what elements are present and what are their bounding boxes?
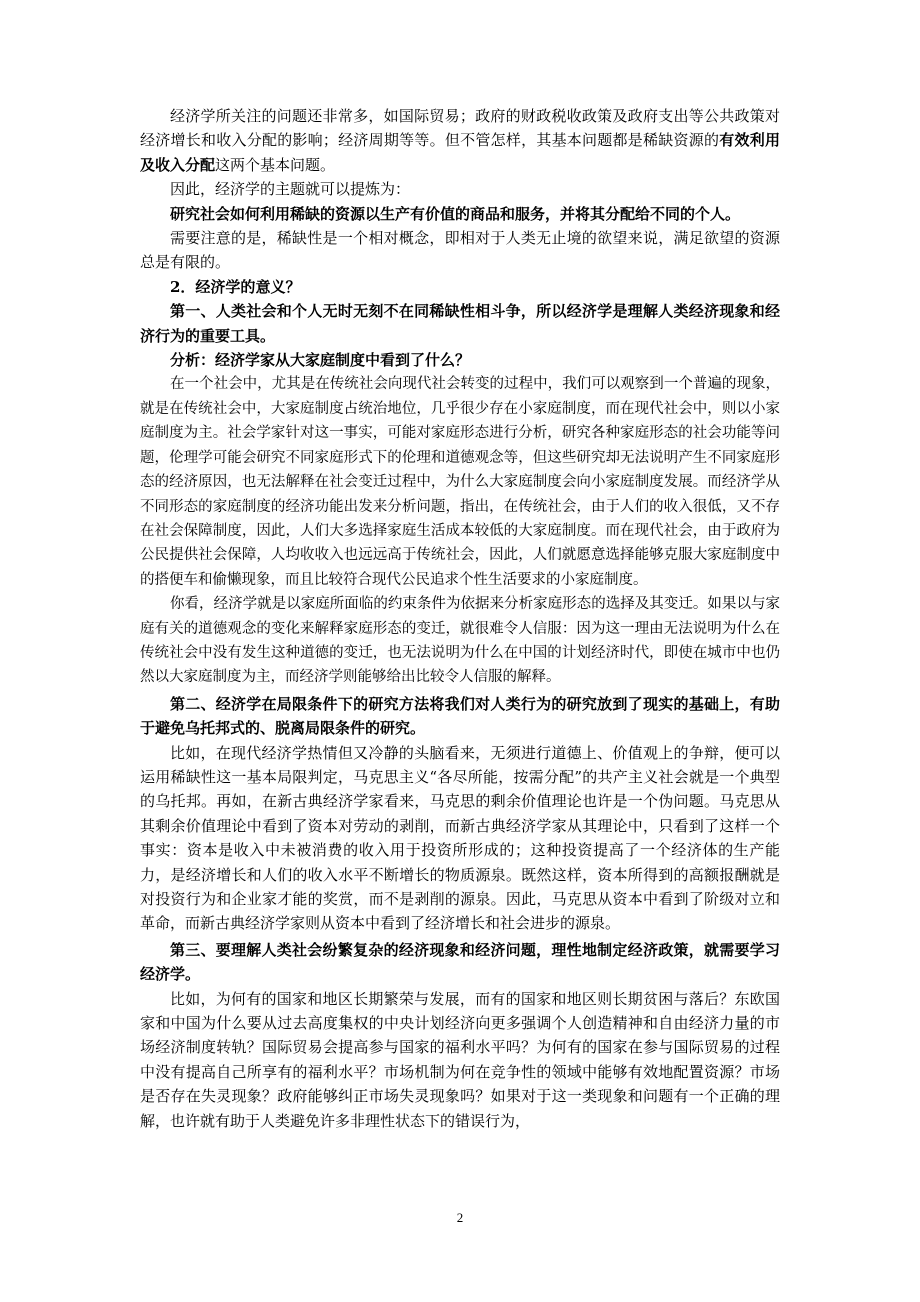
document-page — [140, 104, 780, 1133]
analysis-title: 分析：经济学家从大家庭制度中看到了什么？ — [170, 351, 471, 370]
paragraph-example-2: 比如，在现代经济学热情但又冷静的头脑看来，无须进行道德上、价值观上的争辩，便可以运用稀缺性这一基本局限判定，马克思主义“各尽所能，按需分配”的共产主义社会就是一个典型的乌托邦。再如，在新古典经济学家看来，马克思的剩余价值理论也许是一个伪问题。马克思从其剩余价值理论中看到了资本对劳动的剥削，而新古典经济学家从其理论中，只看到了这样一个事实：资本是收入中未被消费的收入用于投资所形成的；这种投资提高了一个经济体的生产能力，是经济增长和人们的收入水平不断增长的物质源泉。既然这样，资本所得到的高额报酬就是对投资行为和企业家才能的奖赏，而不是剥削的源泉。因此，马克思从资本中看到了阶级对立和革命，而新古典经济学家则从资本中看到了经济增长和社会进步的源泉。 — [140, 743, 780, 933]
point-one: 第一、人类社会和个人无时无刻不在同稀缺性相斗争，所以经济学是理解人类经济现象和经济行为的重要工具。 — [140, 302, 780, 345]
paragraph-theme-intro: 因此，经济学的主题就可以提炼为： — [170, 180, 411, 199]
point-three: 第三、要理解人类社会纷繁复杂的经济现象和经济问题，理性地制定经济政策，就需要学习经济学。 — [140, 940, 780, 984]
bold-phrase: 有效利用及收入分配 — [140, 131, 780, 174]
paragraph-example-3: 比如，为何有的国家和地区长期繁荣与发展，而有的国家和地区则长期贫困与落后？东欧国家和中国为什么要从过去高度集权的中央计划经济向更多强调个人创造精神和自由经济力量的市场经济制度转轨？国际贸易会提高参与国家的福利水平吗？为何有的国家在参与国际贸易的过程中没有提高自己所享有的福利水平？市场机制为何在竞争性的领域中能够有效地配置资源？市场是否存在失灵现象？政府能够纠正市场失灵现象吗？如果对于这一类现象和问题有一个正确的理解，也许就有助于人类避免许多非理性状态下的错误行为， — [140, 989, 780, 1130]
paragraph-theme-definition: 研究社会如何利用稀缺的资源以生产有价值的商品和服务，并将其分配给不同的个人。 — [170, 204, 741, 223]
analysis-paragraph-1: 在一个社会中，尤其是在传统社会向现代社会转变的过程中，我们可以观察到一个普遍的现象，就是在传统社会中，大家庭制度占统治地位，几乎很少存在小家庭制度，而在现代社会中，则以小家庭制度为主。社会学家针对这一事实，可能对家庭形态进行分析，研究各种家庭形态的社会功能等问题，伦理学可能会研究不同家庭形式下的伦理和道德观念等，但这些研究却无法说明产生不同家庭形态的经济原因，也无法解释在社会变迁过程中，为什么大家庭制度会向小家庭制度发展。而经济学从不同形态的家庭制度的经济功能出发来分析问题，指出，在传统社会，由于人们的收入很低，又不存在社会保障制度，因此，人们大多选择家庭生活成本较低的大家庭制度。而在现代社会，由于政府为公民提供社会保障，人均收收入也远远高于传统社会，因此，人们就愿意选择能够克服大家庭制度中的搭便车和偷懒现象，而且比较符合现代公民追求个性生活要求的小家庭制度。 — [140, 376, 780, 588]
paragraph-economics-issues: 经济学所关注的问题还非常多，如国际贸易；政府的财政税收政策及政府支出等公共政策对经济增长和收入分配的影响；经济周期等等。但不管怎样，其基本问题都是稀缺资源的有效利用及收入分配这两个基本问题。 — [140, 107, 780, 174]
page-number: 2 — [456, 1210, 464, 1225]
paragraph-scarcity-note: 需要注意的是，稀缺性是一个相对概念，即相对于人类无止境的欲望来说，满足欲望的资源总是有限的。 — [140, 229, 780, 272]
analysis-paragraph-2: 你看，经济学就是以家庭所面临的约束条件为依据来分析家庭形态的选择及其变迁。如果以与家庭有关的道德观念的变化来解释家庭形态的变迁，就很难令人信服：因为这一理由无法说明为什么在传统社会中没有发生这种道德的变迁，也无法说明为什么在中国的计划经济时代，即使在城市中也仍然以大家庭制度为主，而经济学则能够给出比较令人信服的解释。 — [140, 596, 780, 686]
section-heading-significance: 2．经济学的意义？ — [170, 277, 301, 296]
point-two: 第二、经济学在局限条件下的研究方法将我们对人类行为的研究放到了现实的基础上，有助于避免乌托邦式的、脱离局限条件的研究。 — [140, 694, 780, 738]
